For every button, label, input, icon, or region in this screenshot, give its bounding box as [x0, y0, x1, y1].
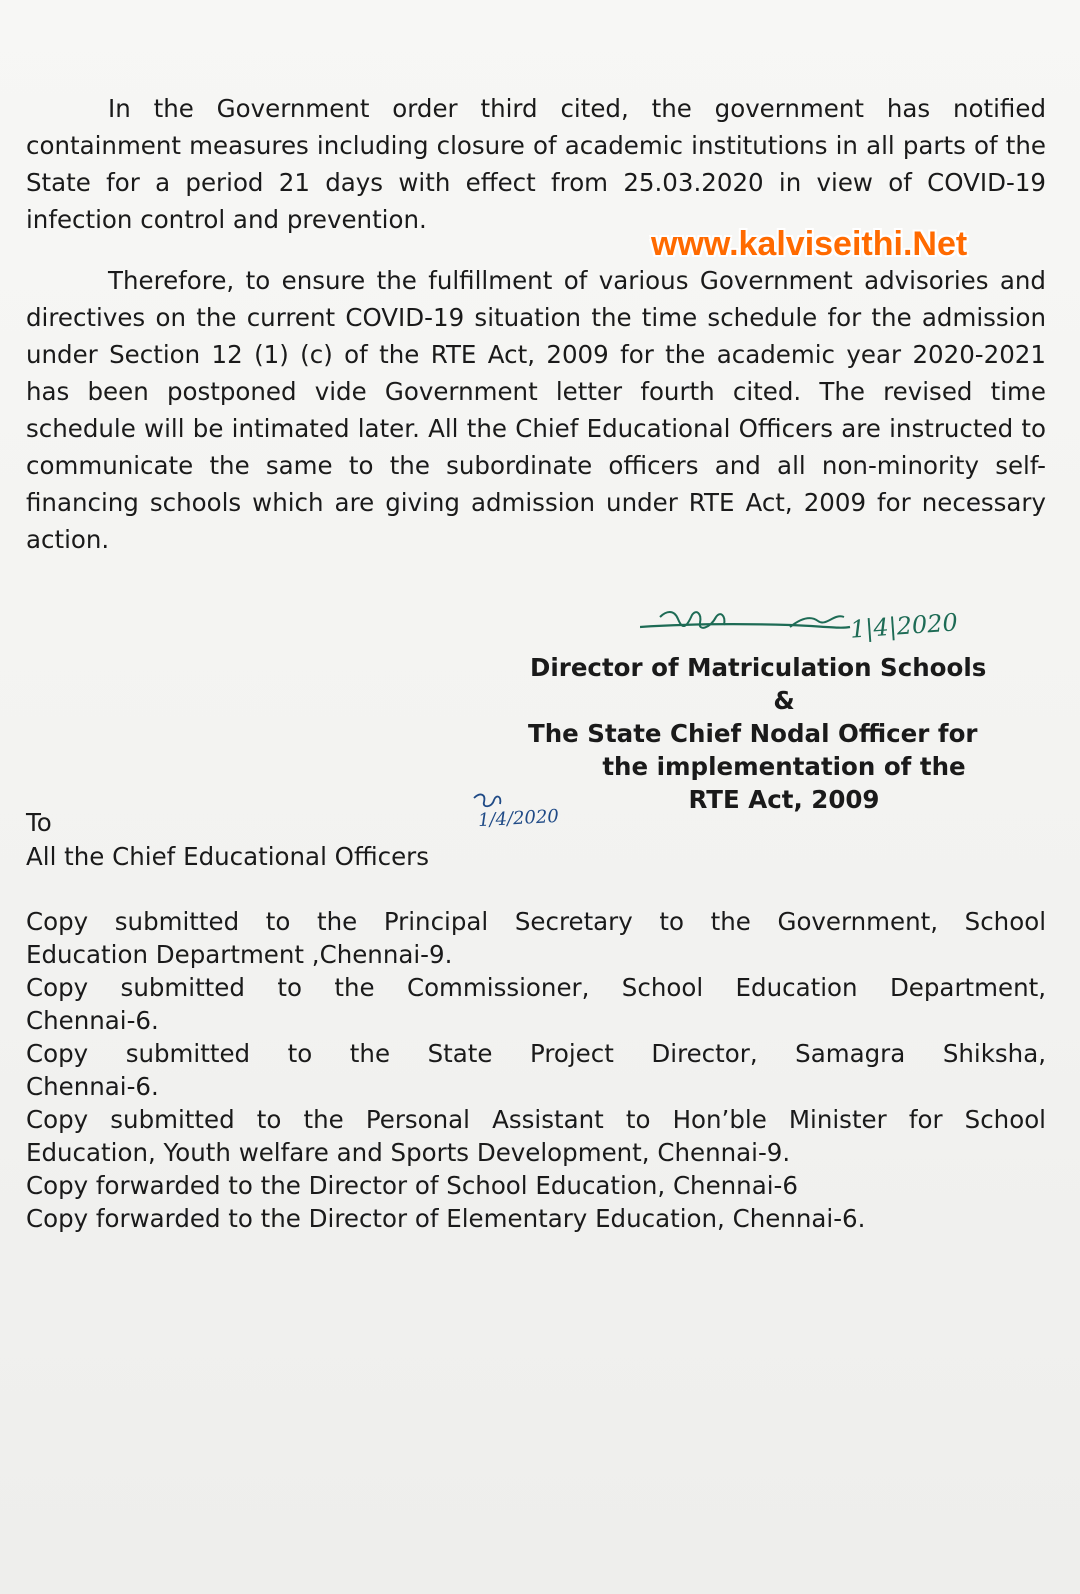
designation-act: RTE Act, 2009 — [688, 785, 880, 814]
signature-date: 1|4|2020 — [849, 608, 959, 644]
list-item — [26, 1103, 1046, 1169]
list-item — [26, 1037, 1046, 1103]
paragraph-postponement — [26, 262, 1046, 558]
paragraph-containment — [26, 90, 1046, 238]
designation-implementation: the implementation of the — [602, 752, 966, 781]
paragraph-postponement-text: Therefore, to ensure the fulfillment of various Government advisories and directives on the current COVID-19 situation the time schedule for the admission under Section 12 (1) (c) of the RTE Act, 2009 for the academic year 2020-2021 has been postponed vide Government letter fourth cited. The revised time schedule will be intimated later. All the Chief Educational Officers are instructed to communicate the same to the subordinate officers and all non-minority self-financing schools which are giving admission under RTE Act, 2009 for necessary action. — [26, 266, 1046, 554]
copy-line: Copy submitted to the Personal Assistant to Hon’ble Minister for School — [26, 1105, 1046, 1134]
copy-line: Copy submitted to the Principal Secretary to the Government, School — [26, 907, 1046, 936]
copy-line: Education, Youth welfare and Sports Development, Chennai-9. — [26, 1138, 791, 1167]
copy-line: Copy submitted to the Commissioner, School Education Department, — [26, 973, 1046, 1002]
copy-line: Copy forwarded to the Director of Elementary Education, Chennai-6. — [26, 1204, 866, 1233]
list-item — [26, 1169, 1046, 1202]
copy-line: Copy submitted to the State Project Director, Samagra Shiksha, — [26, 1039, 1046, 1068]
paragraph-containment-text: In the Government order third cited, the government has notified containment measures including closure of academic institutions in all parts of the State for a period 21 days with effect from 25.03.2020 in view of COVID-19 infection control and prevention. — [26, 94, 1046, 234]
copy-line: Copy forwarded to the Director of School Education, Chennai-6 — [26, 1171, 798, 1200]
copy-line: Chennai-6. — [26, 1006, 159, 1035]
to-label: To — [26, 808, 52, 837]
list-item — [26, 1202, 1046, 1235]
list-item — [26, 971, 1046, 1037]
designation-nodal-officer: The State Chief Nodal Officer for — [528, 719, 978, 748]
copy-list — [26, 905, 1046, 1235]
copy-line: Education Department ,Chennai-9. — [26, 940, 453, 969]
list-item — [26, 905, 1046, 971]
copy-line: Chennai-6. — [26, 1072, 159, 1101]
addressee: All the Chief Educational Officers — [26, 842, 430, 871]
designation-ampersand: & — [773, 686, 795, 715]
initials-date: 1/4/2020 — [477, 805, 560, 832]
watermark[interactable]: www.kalviseithi.Net — [651, 225, 968, 263]
designation-title: Director of Matriculation Schools — [530, 653, 987, 682]
